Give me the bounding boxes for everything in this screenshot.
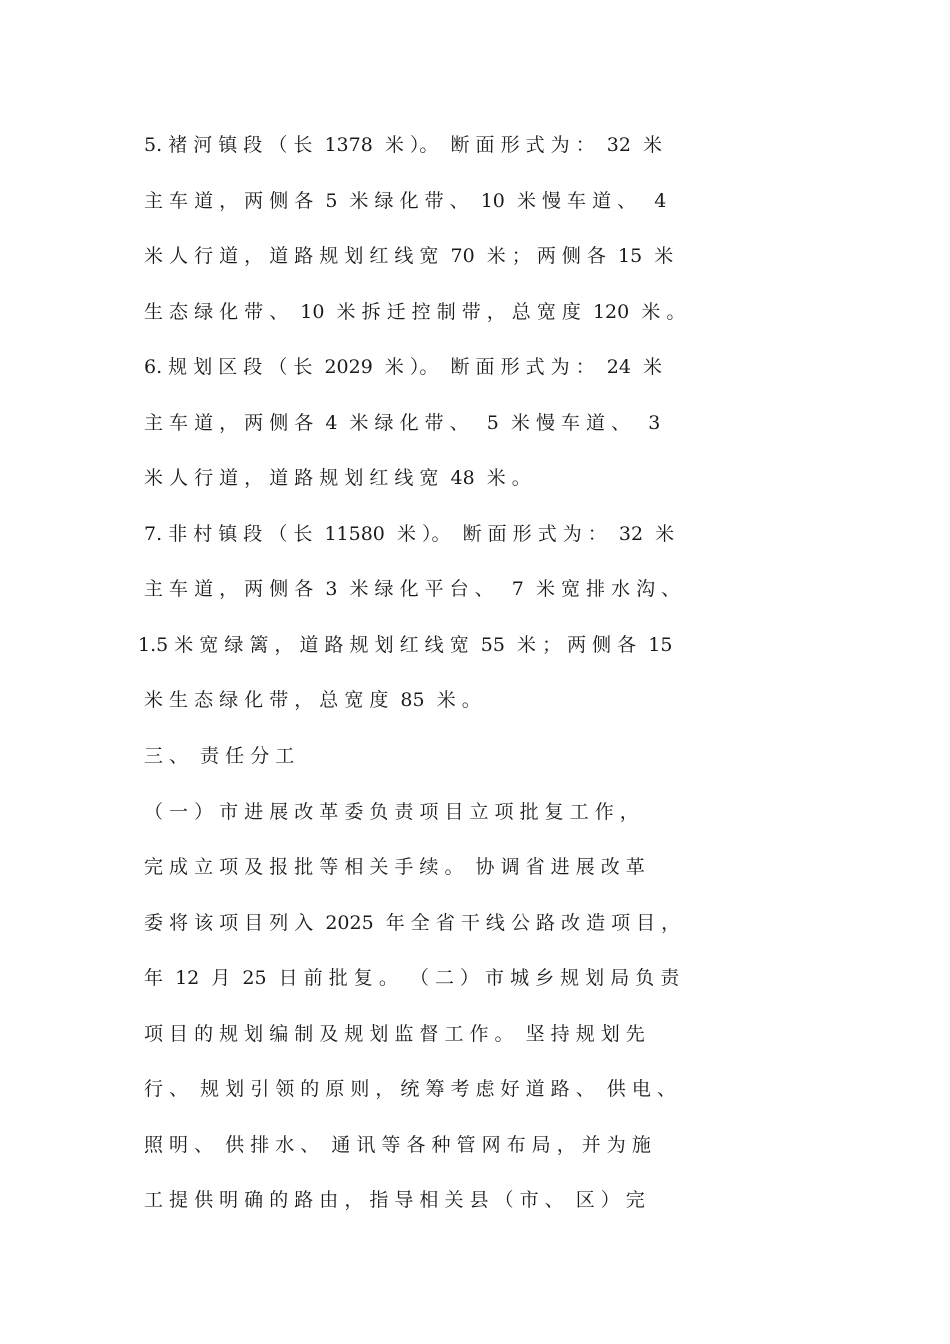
text-line: 主 车 道 ， 两 侧 各 4 米 绿 化 带 、 5 米 慢 车 道 、 3 <box>144 412 661 434</box>
text-line: 年 12 月 25 日 前 批 复 。 （ 二 ） 市 城 乡 规 划 局 负 责 <box>144 967 680 989</box>
text-line: 行 、 规 划 引 领 的 原 则 ， 统 筹 考 虑 好 道 路 、 供 电 、 <box>144 1078 676 1100</box>
text-line: 完 成 立 项 及 报 批 等 相 关 手 续 。 协 调 省 进 展 改 革 <box>144 856 645 878</box>
text-line: 7. 非 村 镇 段 （ 长 11580 米 ）。 断 面 形 式 为 ： 32 米 <box>144 523 675 545</box>
text-line: 主 车 道 ， 两 侧 各 5 米 绿 化 带 、 10 米 慢 车 道 、 4 <box>144 190 667 212</box>
section-heading: 三 、 责 任 分 工 <box>144 745 295 767</box>
text-line: 照 明 、 供 排 水 、 通 讯 等 各 种 管 网 布 局 ， 并 为 施 <box>144 1134 651 1156</box>
text-line: 主 车 道 ， 两 侧 各 3 米 绿 化 平 台 、 7 米 宽 排 水 沟 、 <box>144 578 681 600</box>
text-line: 工 提 供 明 确 的 路 由 ， 指 导 相 关 县 （ 市 、 区 ） 完 <box>144 1189 645 1211</box>
text-line: 委 将 该 项 目 列 入 2025 年 全 省 干 线 公 路 改 造 项 目 ， <box>144 912 681 934</box>
text-line: （ 一 ） 市 进 展 改 革 委 负 责 项 目 立 项 批 复 工 作 ， <box>144 801 639 823</box>
text-line: 米 人 行 道 ， 道 路 规 划 红 线 宽 70 米 ； 两 侧 各 15 米 <box>144 245 674 267</box>
text-line: 米 人 行 道 ， 道 路 规 划 红 线 宽 48 米 。 <box>144 467 531 489</box>
text-line: 1.5 米 宽 绿 篱 ， 道 路 规 划 红 线 宽 55 米 ； 两 侧 各 15 <box>138 634 673 656</box>
text-line: 生 态 绿 化 带 、 10 米 拆 迁 控 制 带 ， 总 宽 度 120 米 。 <box>144 301 686 323</box>
text-line: 米 生 态 绿 化 带 ， 总 宽 度 85 米 。 <box>144 689 481 711</box>
text-line: 5. 褚 河 镇 段 （ 长 1378 米 ）。 断 面 形 式 为 ： 32 米 <box>144 134 663 156</box>
text-line: 项 目 的 规 划 编 制 及 规 划 监 督 工 作 。 坚 持 规 划 先 <box>144 1023 645 1045</box>
text-line: 6. 规 划 区 段 （ 长 2029 米 ）。 断 面 形 式 为 ： 24 米 <box>144 356 663 378</box>
